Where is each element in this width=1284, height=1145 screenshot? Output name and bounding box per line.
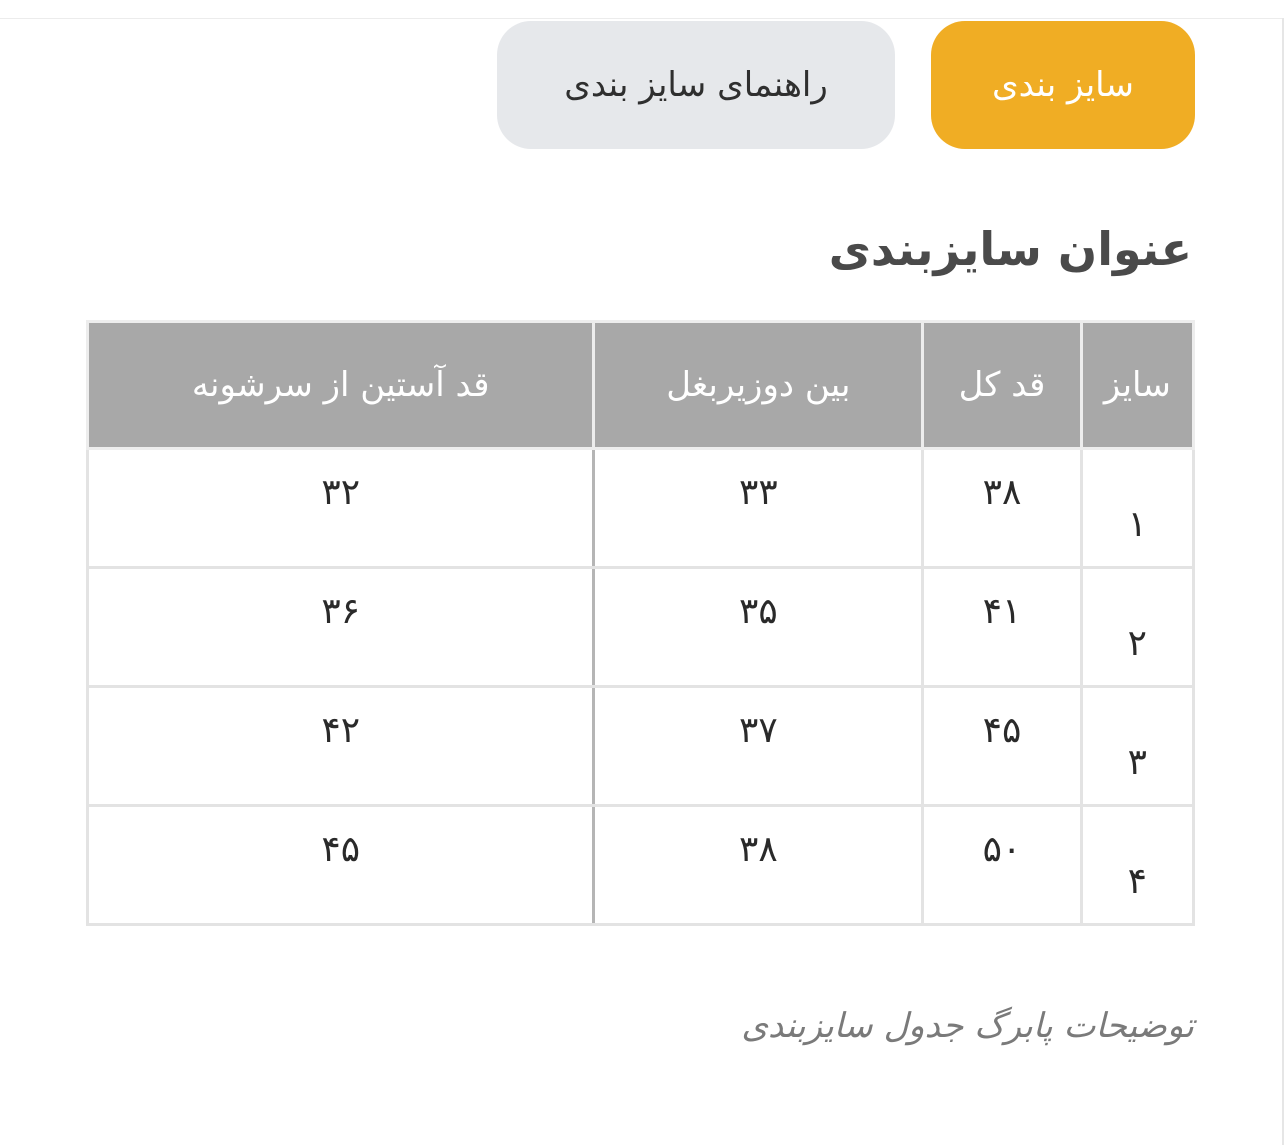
cell-size: ۳ <box>1081 687 1193 806</box>
size-table <box>86 320 1195 926</box>
tab-size-chart[interactable] <box>931 21 1195 149</box>
tab-size-chart-label: سایز بندی <box>991 65 1135 105</box>
cell-size: ۴ <box>1081 806 1193 925</box>
section-title: عنوان سایزبندی <box>828 222 1192 276</box>
cell-total-length: ۳۸ <box>923 449 1081 568</box>
cell-sleeve-length: ۳۲ <box>88 449 594 568</box>
header-size: سایز <box>1081 322 1193 449</box>
table-footnote: توضیحات پابرگ جدول سایزبندی <box>741 1006 1194 1046</box>
table-row <box>88 449 1194 568</box>
tab-size-guide-label: راهنمای سایز بندی <box>564 65 828 105</box>
header-total-length: قد کل <box>923 322 1081 449</box>
cell-chest-width: ۳۷ <box>594 687 923 806</box>
cell-sleeve-length: ۴۲ <box>88 687 594 806</box>
cell-size: ۱ <box>1081 449 1193 568</box>
cell-sleeve-length: ۳۶ <box>88 568 594 687</box>
cell-size: ۲ <box>1081 568 1193 687</box>
cell-total-length: ۵۰ <box>923 806 1081 925</box>
cell-total-length: ۴۱ <box>923 568 1081 687</box>
table-row <box>88 568 1194 687</box>
header-chest-width: بین دوزیربغل <box>594 322 923 449</box>
cell-chest-width: ۳۵ <box>594 568 923 687</box>
table-header-row <box>88 322 1194 449</box>
table-row <box>88 687 1194 806</box>
table-row <box>88 806 1194 925</box>
top-divider <box>0 18 1284 19</box>
header-sleeve-length: قد آستین از سرشونه <box>88 322 594 449</box>
cell-total-length: ۴۵ <box>923 687 1081 806</box>
tab-size-guide[interactable] <box>497 21 895 149</box>
cell-chest-width: ۳۸ <box>594 806 923 925</box>
cell-chest-width: ۳۳ <box>594 449 923 568</box>
size-tabs <box>497 21 1195 149</box>
cell-sleeve-length: ۴۵ <box>88 806 594 925</box>
